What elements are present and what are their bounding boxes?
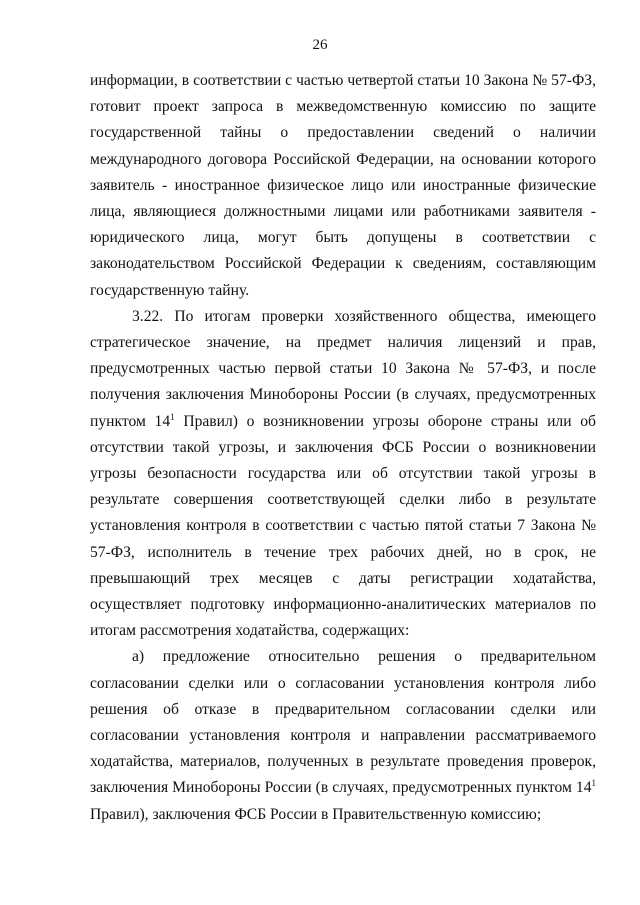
paragraph-text: Правил) о возникновении угрозы обороне страны или об отсутствии такой угрозы, и заключения ФСБ России о возникновении угрозы безопасности государства или об отсутствии такой угрозы в результате совершения соответствующей сделки либо в результате установления контроля в соответствии с частью пятой статьи 7 Закона № 57-ФЗ, исполнитель в течение трех рабочих дней, но в срок, не превышающий трех месяцев с даты регистрации ходатайства, осуществляет подготовку информационно-аналитических материалов по итогам рассмотрения ходатайства, содержащих: <box>90 412 596 640</box>
paragraph-continuation: информации, в соответствии с частью четвертой статьи 10 Закона № 57-ФЗ, готовит проект запроса в межведомственную комиссию по защите государственной тайны о предоставлении сведений о наличии международного договора Российской Федерации, на основании которого заявитель - иностранное физическое лицо или иностранные физические лица, являющиеся должностными лицами или работниками заявителя - юридического лица, могут быть допущены в соответствии с законодательством Российской Федерации к сведениям, составляющим государственную тайну. <box>90 72 596 299</box>
paragraph-item-3-22 <box>90 304 596 645</box>
paragraph-text: Правил), заключения ФСБ России в Правительственную комиссию; <box>90 805 542 823</box>
superscript: 1 <box>170 411 175 422</box>
paragraph-text: а) предложение относительно решения о предварительном согласовании сделки или о согласовании установления контроля либо решения об отказе в предварительном согласовании сделки или согласовании установления контроля и направлении рассматриваемого ходатайства, материалов, полученных в результате проведения проверок, заключения Минобороны России (в случаях, предусмотренных пунктом 14 <box>90 648 596 797</box>
superscript: 1 <box>591 778 596 789</box>
document-body <box>90 68 596 828</box>
page-number: 26 <box>312 37 328 53</box>
paragraph-subitem-a <box>90 644 596 827</box>
paragraph-text: 3.22. По итогам проверки хозяйственного общества, имеющего стратегическое значение, на предмет наличия лицензий и прав, предусмотренных частью первой статьи 10 Закона № 57-ФЗ, и после получения заключения Минобороны России (в случаях, предусмотренных пунктом 14 <box>90 307 596 430</box>
